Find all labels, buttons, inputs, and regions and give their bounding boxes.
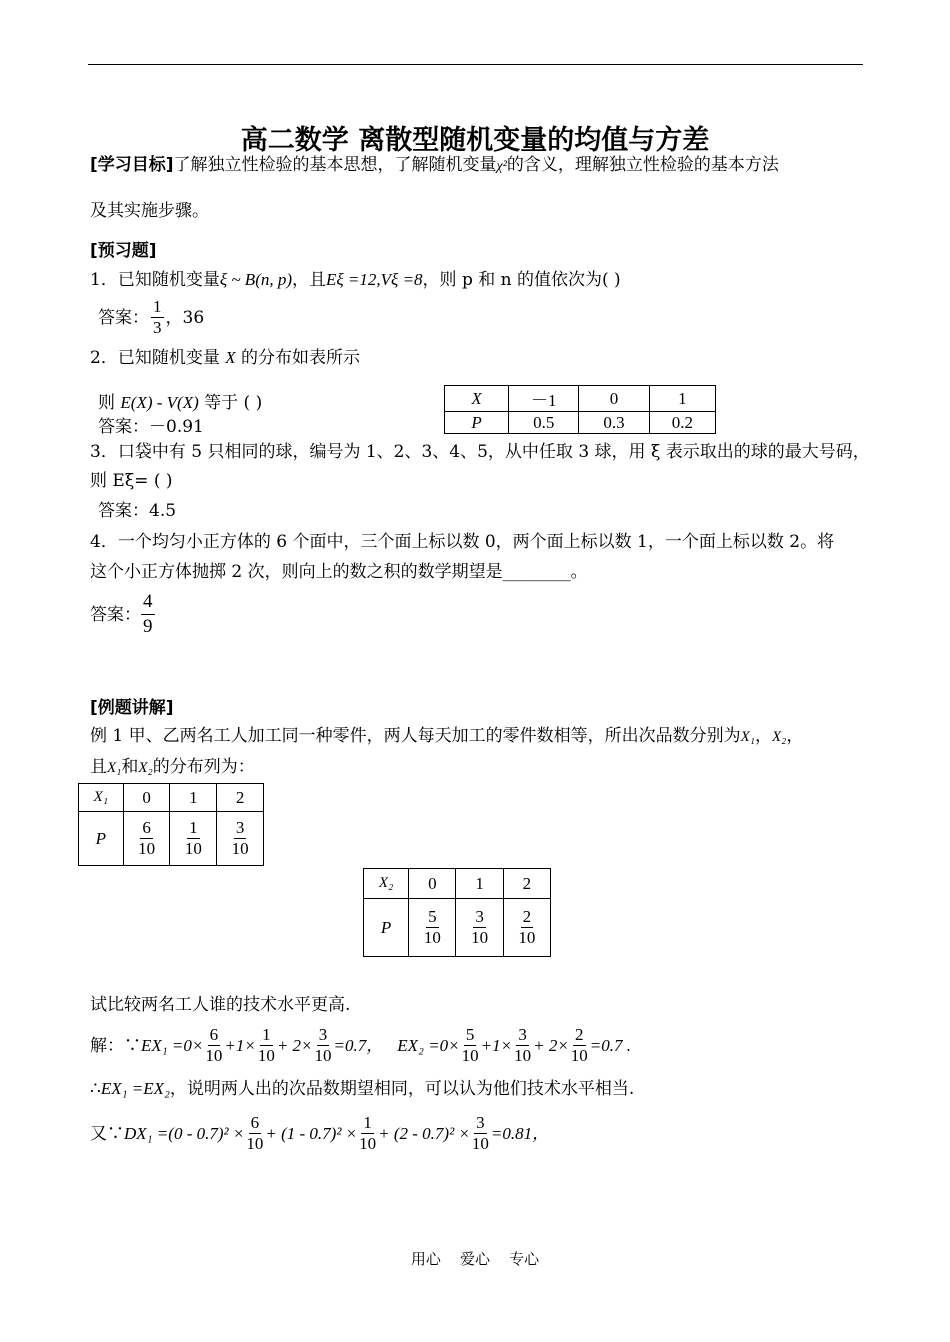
fraction [357,1113,378,1154]
fraction-denominator: 10 [314,1046,332,1065]
x2-symbol: X₂ [772,729,787,745]
fraction-numerator: 3 [518,1025,527,1044]
table-cell: X₁ [79,784,124,812]
table-cell: X₂ [364,869,409,899]
table-cell [217,812,264,866]
table-cell: 1 [456,869,503,899]
q1-answer [98,297,204,338]
table-cell: P [364,899,409,957]
x2-symbol: X₂ [138,760,153,776]
fraction [183,818,204,859]
table-cell: 0 [579,386,649,412]
fraction [470,1113,491,1154]
dx1-lhs: DX₁ =(0 - 0.7)² × [124,1123,245,1143]
fraction-denominator: 10 [518,928,536,947]
q1-formula-2: Eξ =12,Vξ =8 [326,270,423,289]
therefore-line [90,1078,634,1100]
ex1-result: =0.7， [333,1035,384,1055]
compare-question: 试比较两名工人谁的技术水平更高. [90,995,351,1015]
table-cell: 0 [123,784,170,812]
preview-heading: [预习题] [90,241,157,261]
fraction-denominator: 10 [471,1134,489,1153]
separator: ， [755,726,773,746]
table-cell: P [445,412,509,434]
table-cell [170,812,217,866]
fraction [230,818,251,859]
table-cell [409,899,456,957]
q2-distribution-table [444,385,716,434]
objective-line-2: 及其实施步骤。 [90,201,209,221]
q1-answer-tail: ，36 [165,307,205,328]
objective-text-b: 的含义，理解独立性检验的基本方法 [506,155,779,175]
q1-prefix: 1．已知随机变量 [90,270,220,290]
fraction [136,818,157,859]
fraction-numerator: 1 [153,297,162,316]
table-cell: 0.2 [649,412,715,434]
fraction-denominator: 10 [514,1046,532,1065]
therefore-text: ，说明两人出的次品数期望相同，可以认为他们技术水平相当. [169,1079,635,1099]
fraction-numerator: 5 [428,907,437,926]
operator: + 2× [533,1035,569,1055]
operator: +1× [480,1035,513,1055]
header-rule [88,64,863,65]
solution-expectations [90,1025,631,1066]
fraction [460,1025,481,1066]
q2-ask-suffix: 等于 ( ) [204,393,263,413]
fraction-denominator: 10 [471,928,489,947]
text: 和 [121,757,139,777]
chi-square-symbol: χ² [496,159,507,174]
page-title: 高二数学 离散型随机变量的均值与方差 [240,125,710,156]
separator: ， [786,726,804,746]
example-1-line-1 [90,725,803,748]
q3-answer: 答案：4.5 [98,501,177,521]
fraction-numerator: 3 [475,907,484,926]
fraction [256,1025,277,1066]
page-footer: 用心 爱心 专心 [410,1250,540,1268]
question-2 [90,347,360,369]
fraction-denominator: 10 [246,1134,264,1153]
question-4-line-2: 这个小正方体抛掷 2 次，则向上的数之积的数学期望是________。 [90,562,588,582]
q2-suffix: 的分布如表所示 [241,348,361,368]
x2-distribution-table [363,868,551,957]
ex2-result: =0.7 . [589,1035,632,1055]
fraction [516,907,537,948]
table-cell: P [79,812,124,866]
example-1-text: 例 1 甲、乙两名工人加工同一种零件，两人每天加工的零件数相等，所出次品数分别为 [90,726,741,746]
fraction-denominator: 10 [570,1046,588,1065]
fraction-numerator: 1 [262,1025,271,1044]
x1-distribution-table [78,783,264,866]
ex2-lhs: EX₂ =0× [397,1035,460,1055]
q2-prefix: 2．已知随机变量 [90,348,220,368]
table-cell: －1 [509,386,579,412]
fraction-numerator: 1 [189,818,198,837]
again-label: 又∵ [90,1123,124,1144]
objective-line-1 [90,154,779,178]
example-1-line-2 [90,756,255,779]
fraction [313,1025,334,1066]
table-cell [503,899,550,957]
fraction-denominator: 10 [205,1046,223,1065]
fraction-denominator: 9 [143,616,153,637]
x1-symbol: X₁ [740,729,756,745]
table-cell: 2 [503,869,550,899]
table-cell: 0.5 [509,412,579,434]
text: 的分布列为： [152,757,255,777]
fraction-numerator: 6 [250,1113,260,1132]
ex1-lhs: EX₁ =0× [141,1035,204,1055]
fraction-numerator: 4 [141,590,155,615]
table-cell [123,812,170,866]
fraction-denominator: 3 [153,318,162,337]
fraction [512,1025,533,1066]
table-cell: 1 [170,784,217,812]
fraction-numerator: 3 [235,818,245,837]
fraction-numerator: 6 [209,1025,219,1044]
q1-answer-label: 答案： [98,307,149,328]
q4-answer-label: 答案： [90,604,141,625]
table-cell: 1 [649,386,715,412]
fraction-denominator: 10 [359,1134,377,1153]
solution-label: 解：∵ [90,1035,141,1056]
fraction [469,907,490,948]
q1-formula: ξ ~ B(n, p) [219,270,293,289]
fraction [569,1025,590,1066]
fraction-denominator: 10 [461,1046,479,1065]
text: 且 [90,757,107,777]
table-cell: X [445,386,509,412]
fraction [422,907,443,948]
fraction-denominator: 10 [184,839,202,858]
fraction-denominator: 10 [257,1046,275,1065]
question-3-line-1: 3．口袋中有 5 只相同的球，编号为 1、2、3、4、5，从中任取 3 球，用 ξ 表示取出的球的最大号码， [90,442,870,462]
therefore-symbol: ∴ [90,1079,101,1099]
question-4-line-1: 4．一个均匀小正方体的 6 个面中，三个面上标以数 0，两个面上标以数 1，一个面上标以数 2。将 [90,532,835,552]
q2-ask-formula: E(X) - V(X) [120,393,199,412]
fraction-numerator: 2 [575,1025,584,1044]
fraction [244,1113,265,1154]
operator: +1× [224,1035,256,1055]
fraction-numerator: 3 [476,1113,485,1132]
table-cell: 0.3 [579,412,649,434]
q2-answer: 答案：－0.91 [98,417,204,437]
dx1-result: =0.81， [490,1123,550,1143]
objective-text-a: 了解独立性检验的基本思想，了解随机变量 [173,155,497,175]
operator: + (1 - 0.7)² × [265,1123,358,1143]
variance-line [90,1113,549,1154]
fraction-denominator: 10 [423,928,441,947]
question-3-line-2: 则 Eξ= ( ) [90,471,173,491]
fraction-denominator: 10 [231,839,249,858]
example-heading: [例题讲解] [90,698,174,718]
objective-label: [学习目标] [90,155,174,175]
fraction-numerator: 2 [522,907,532,926]
operator: + (2 - 0.7)² × [378,1123,470,1143]
fraction-denominator: 10 [138,839,156,858]
q1-answer-fraction [151,297,164,338]
fraction-numerator: 3 [318,1025,328,1044]
expectation-equality: EX₁ =EX₂ [100,1079,170,1098]
q2-ask [98,392,262,414]
q2-ask-prefix: 则 [98,393,115,413]
q4-answer-fraction [141,590,155,639]
question-1 [90,269,621,291]
q1-mid: ，且 [292,270,327,290]
fraction-numerator: 1 [363,1113,372,1132]
q4-answer [90,590,155,639]
q1-suffix: ，则 p 和 n 的值依次为( ) [422,270,621,290]
x1-symbol: X₁ [107,760,122,776]
fraction-numerator: 5 [465,1025,475,1044]
table-cell: 2 [217,784,264,812]
q2-var: X [225,348,236,367]
fraction-numerator: 6 [142,818,151,837]
operator: + 2× [276,1035,313,1055]
fraction [203,1025,224,1066]
table-cell: 0 [409,869,456,899]
table-cell [456,899,503,957]
